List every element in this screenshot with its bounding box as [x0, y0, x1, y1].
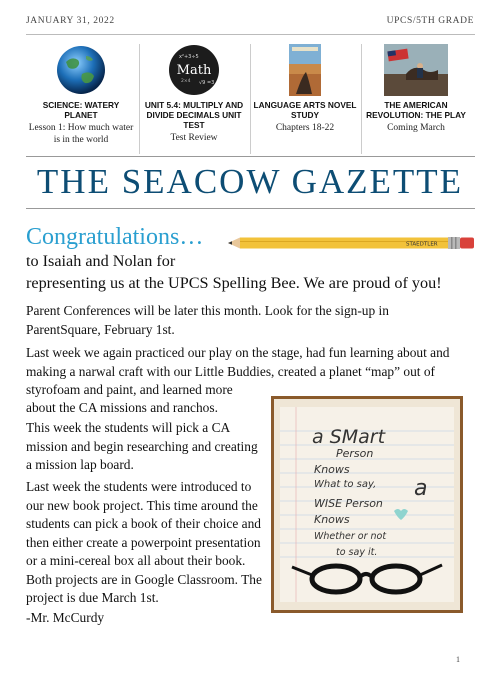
quote-line: Knows [314, 463, 350, 476]
quote-line: a [414, 476, 428, 501]
feature-title: LANGUAGE ARTS NOVEL STUDY [253, 100, 357, 120]
grade-label: UPCS/5TH GRADE [386, 16, 474, 26]
pencil-icon [228, 236, 476, 255]
masthead-title: THE SEACOW GAZETTE [36, 162, 464, 201]
quote-line: WISE Person [314, 497, 383, 510]
feature-subtitle: Test Review [170, 133, 218, 143]
earth-icon [52, 44, 110, 96]
feature-revolution [361, 44, 471, 134]
page-number: 1 [456, 655, 460, 664]
paragraph-conferences: Parent Conferences will be later this month. Look for the sign-up in ParentSquare, February 1st. [26, 303, 389, 337]
math-image-text: Math [176, 63, 212, 78]
paragraph-this-week: This week the students will pick a CA mission and begin researching and creating a mission lap board. [26, 420, 258, 472]
feature-subtitle: Chapters 18-22 [275, 123, 335, 133]
feature-title: UNIT 5.4: MULTIPLY AND DIVIDE DECIMALS UNIT TEST [144, 100, 244, 130]
congrats-line-1: to Isaiah and Nolan for [26, 252, 176, 270]
quote-line: to say it. [336, 547, 378, 558]
pencil-brand-text: STAEDTLER [406, 241, 438, 248]
quote-line: Person [336, 447, 374, 460]
header-rule [26, 34, 475, 35]
quote-line: Knows [314, 513, 350, 526]
feature-subtitle: Lesson 1: How much water is in the world [28, 123, 134, 145]
paragraph-book-project: Last week the students were introduced to our new book project. This time around the students can pick a book of their choice and then either create a powerpoint presentation or a mini-cereal box all about their book. Both projects are in Google Classroom. The project is due March 1st. [26, 479, 262, 605]
congrats-line-2: representing us at the UPCS Spelling Bee. We are proud of you! [26, 274, 442, 292]
math-chalkboard-icon [165, 44, 223, 96]
feature-language-arts [250, 44, 360, 134]
section-rule [26, 156, 475, 157]
quote-line: Whether or not [314, 531, 387, 542]
feature-subtitle: Coming March [387, 123, 445, 133]
paragraph-missions: about the CA missions and ranchos. [26, 400, 218, 415]
revolution-painting-icon [384, 44, 448, 96]
feature-title: SCIENCE: WATERY PLANET [42, 100, 120, 120]
date-label: JANUARY 31, 2022 [26, 16, 115, 26]
masthead-rule [26, 208, 475, 209]
svg-text:2×4: 2×4 [181, 79, 191, 84]
svg-text:x²+3÷5: x²+3÷5 [179, 54, 199, 60]
quote-picture [271, 396, 463, 613]
feature-science [26, 44, 136, 146]
book-cover-icon [276, 44, 334, 96]
quote-line: What to say, [314, 479, 377, 490]
signature: -Mr. McCurdy [26, 610, 105, 625]
quote-line: a SMart [312, 426, 386, 448]
paragraph-last-week: Last week we again practiced our play on the stage, had fun learning about and making a narwal craft with our Little Buddies, created a planet “map” out of styrofoam and paint, and learned more [26, 345, 450, 397]
svg-text:√9 =3: √9 =3 [199, 80, 215, 86]
congrats-heading: Congratulations… [26, 224, 204, 250]
feature-title: THE AMERICAN REVOLUTION: THE PLAY [366, 100, 466, 120]
feature-math [139, 44, 249, 144]
